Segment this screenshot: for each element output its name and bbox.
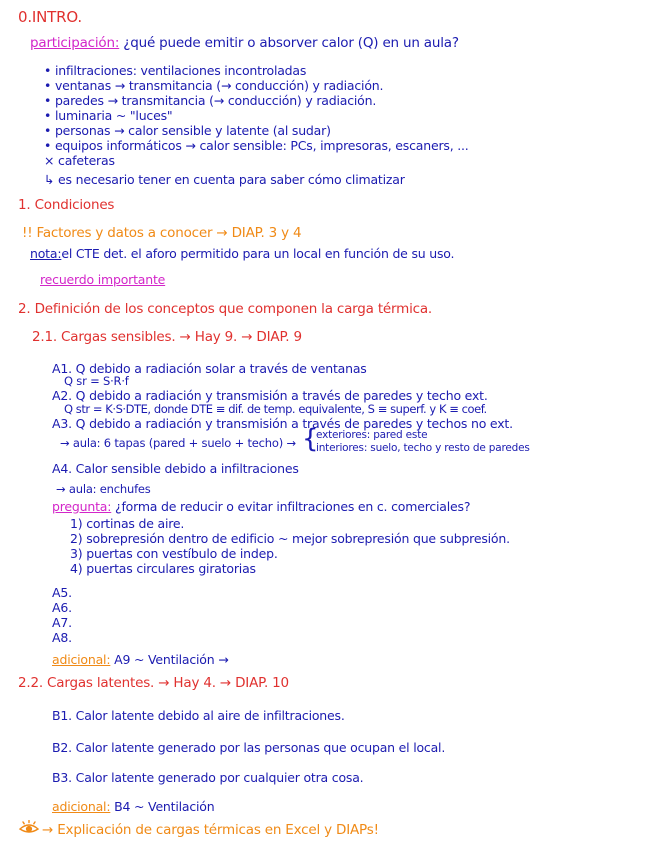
a1-formula: Q sr = S·R·f — [64, 374, 129, 388]
question-2-text: ¿forma de reducir o evitar infiltraciones en c. comerciales? — [115, 499, 471, 514]
intro-question — [30, 36, 459, 51]
answer-item: 1) cortinas de aire. — [70, 516, 185, 531]
a3-aula: → aula: 6 tapas (pared + suelo + techo) → — [60, 436, 296, 450]
bullet-item: • equipos informáticos → calor sensible: PCs, impresoras, escaners, ... — [44, 138, 469, 153]
a4-aula: → aula: enchufes — [56, 482, 151, 496]
section-2-title: 2. Definición de los conceptos que componen la carga térmica. — [18, 301, 433, 317]
a2-formula: Q str = K·S·DTE, donde DTE ≡ dif. de temp. equivalente, S ≡ superf. y K ≡ coef. — [64, 402, 487, 416]
item-a7: A7. — [52, 615, 72, 630]
reminder-tag: recuerdo importante — [40, 272, 166, 287]
a4-line: A4. Calor sensible debido a infiltraciones — [52, 461, 299, 476]
a3-interior: interiores: suelo, techo y resto de paredes — [316, 442, 530, 454]
b2-line: B2. Calor latente generado por las personas que ocupan el local. — [52, 740, 446, 755]
question-2-label: pregunta: — [52, 499, 112, 514]
question-2-line — [52, 499, 470, 514]
extra-a9-text: A9 ~ Ventilación → — [114, 652, 229, 667]
a3-line: A3. Q debido a radiación y transmisión a través de paredes y techos no ext. — [52, 416, 513, 431]
note-label: nota: — [30, 246, 62, 261]
b3-line: B3. Calor latente generado por cualquier otra cosa. — [52, 770, 364, 785]
extra-b4-label: adicional: — [52, 799, 111, 814]
answer-item: 4) puertas circulares giratorias — [70, 561, 256, 576]
extra-a9-line — [52, 652, 229, 667]
note-text: el CTE det. el aforo permitido para un local en función de su uso. — [61, 246, 455, 261]
bullet-item: • infiltraciones: ventilaciones incontroladas — [44, 63, 307, 78]
bullet-item: • paredes → transmitancia (→ conducción) y radiación. — [44, 93, 377, 108]
brace-icon: { — [302, 424, 319, 454]
a3-exterior: exteriores: pared este — [316, 429, 428, 441]
footer-text: → Explicación de cargas térmicas en Excel y DIAPs! — [42, 822, 379, 838]
item-a8: A8. — [52, 630, 72, 645]
item-a5: A5. — [52, 585, 72, 600]
section-2-2-title: 2.2. Cargas latentes. → Hay 4. → DIAP. 10 — [18, 675, 289, 691]
question-text: ¿qué puede emitir o absorver calor (Q) en un aula? — [123, 35, 459, 51]
extra-b4-text: B4 ~ Ventilación — [114, 799, 215, 814]
bullet-item: • personas → calor sensible y latente (al sudar) — [44, 123, 331, 138]
extra-a9-label: adicional: — [52, 652, 111, 667]
section-1-title: 1. Condiciones — [18, 197, 115, 213]
note-line — [30, 246, 454, 261]
intro-conclusion: ↳ es necesario tener en cuenta para saber cómo climatizar — [44, 172, 405, 187]
intro-title: 0.INTRO. — [18, 8, 82, 26]
bullet-item: • ventanas → transmitancia (→ conducción) y radiación. — [44, 78, 384, 93]
a1-line: A1. Q debido a radiación solar a través de ventanas — [52, 361, 367, 376]
extra-b4-line — [52, 799, 214, 814]
section-2-1-title: 2.1. Cargas sensibles. → Hay 9. → DIAP. 9 — [32, 329, 302, 345]
answer-item: 2) sobrepresión dentro de edificio ~ mejor sobrepresión que subpresión. — [70, 531, 510, 546]
a2-line: A2. Q debido a radiación y transmisión a través de paredes y techo ext. — [52, 388, 488, 403]
answer-item: 3) puertas con vestíbulo de indep. — [70, 546, 278, 561]
question-label: participación: — [30, 35, 120, 51]
b1-line: B1. Calor latente debido al aire de infiltraciones. — [52, 708, 345, 723]
bullet-item: × cafeteras — [44, 153, 115, 168]
factors-line: !! Factores y datos a conocer → DIAP. 3 y 4 — [22, 225, 302, 241]
item-a6: A6. — [52, 600, 72, 615]
bullet-item: • luminaria ~ "luces" — [44, 108, 173, 123]
eye-icon — [18, 820, 40, 836]
